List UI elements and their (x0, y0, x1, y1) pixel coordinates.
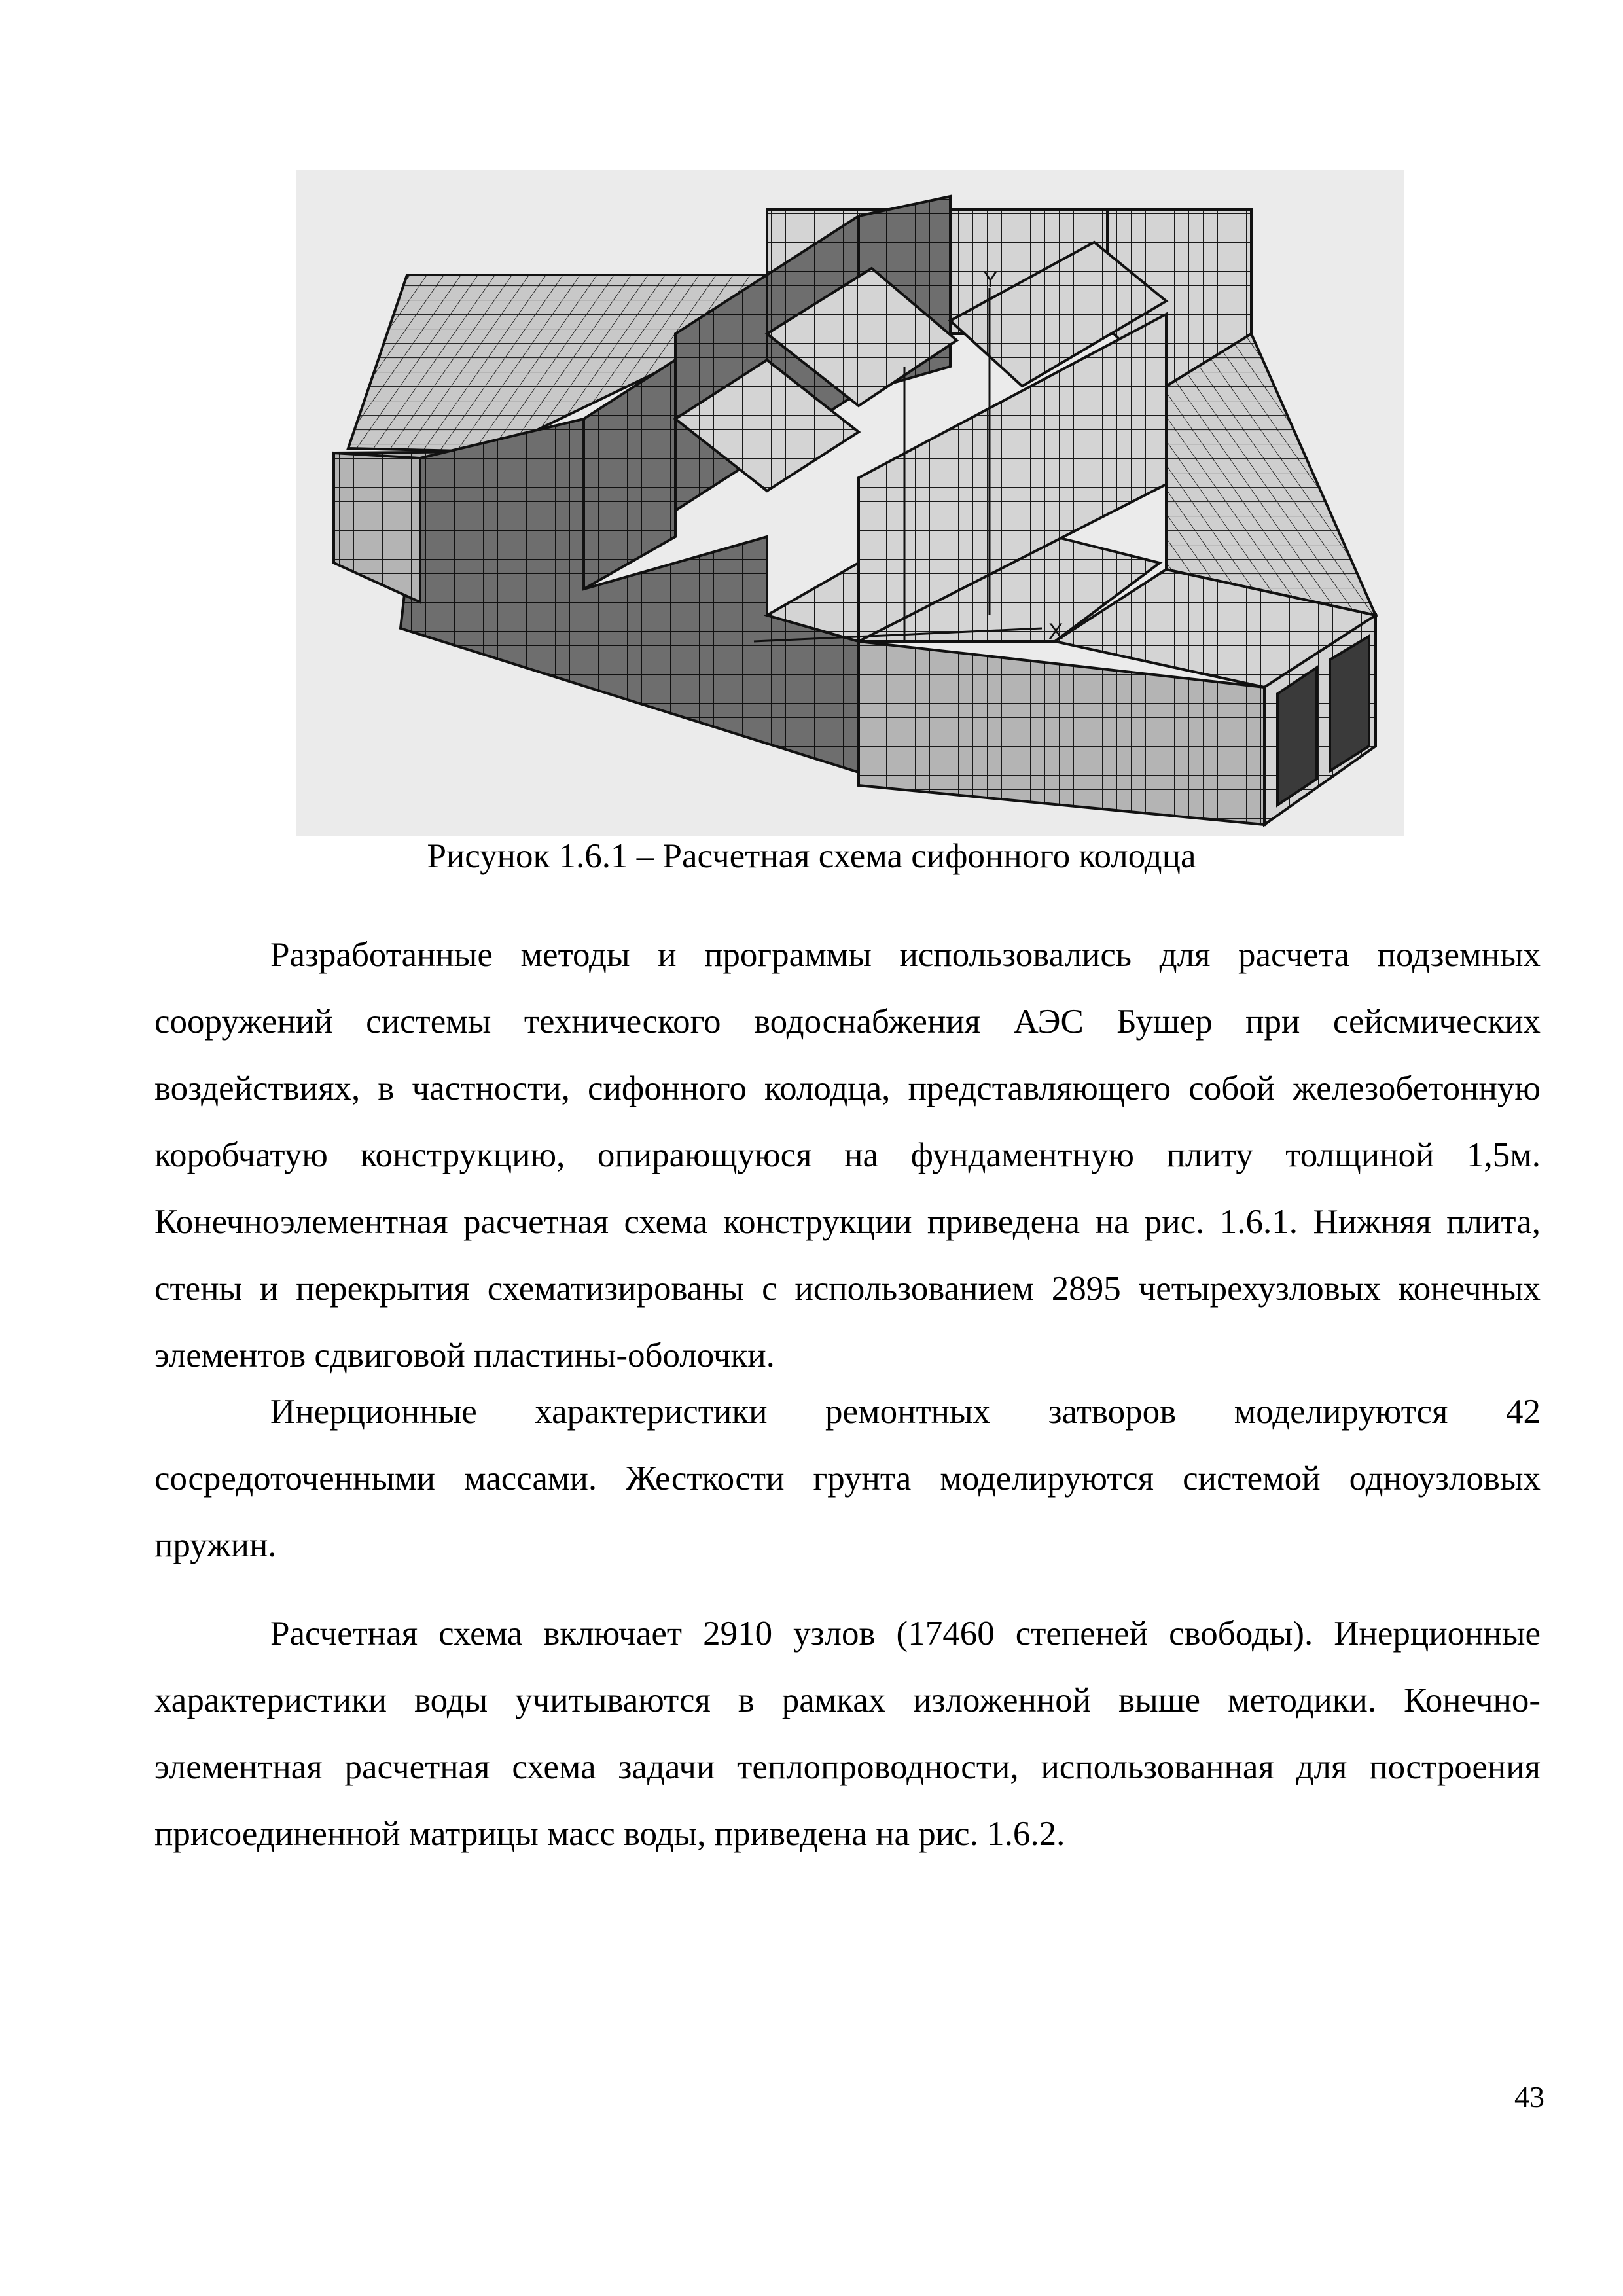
paragraph-2: Инерционные характеристики ремонтных затворов моделируются 42 сосредоточенными массами. Жесткости грунта моделируются системой одноузловых пружин. (154, 1393, 1541, 1564)
page-number: 43 (1514, 2080, 1544, 2113)
figure-mesh-image (296, 170, 1404, 836)
paragraph-3: Расчетная схема включает 2910 узлов (17460 степеней свободы). Инерционные характеристики воды учитываются в рамках изложенной выше методики. Конечно-элементная расчетная схема задачи теплопроводности, использованная для построения присоединенной матрицы масс воды, приведена на рис. 1.6.2. (154, 1615, 1541, 1853)
right-apron (1166, 334, 1376, 615)
axis-x-label: X (1048, 619, 1063, 644)
mesh-model (334, 196, 1376, 825)
axis-y-label: Y (983, 267, 998, 292)
outlet-opening-2 (1330, 636, 1369, 771)
figure-caption: Рисунок 1.6.1 – Расчетная схема сифонного колодца (427, 837, 1196, 875)
left-end-block (334, 453, 420, 602)
paragraph-1: Разработанные методы и программы использовались для расчета подземных сооружений системы технического водоснабжения АЭС Бушер при сейсмических воздействиях, в частности, сифонного колодца, представляющего собой железобетонную коробчатую конструкцию, опирающуюся на фундаментную плиту толщиной 1,5м. Конечноэлементная расчетная схема конструкции приведена на рис. 1.6.1. Нижняя плита, стены и перекрытия схематизированы с использованием 2895 четырехузловых конечных элементов сдвиговой пластины-оболочки. (154, 936, 1541, 1374)
